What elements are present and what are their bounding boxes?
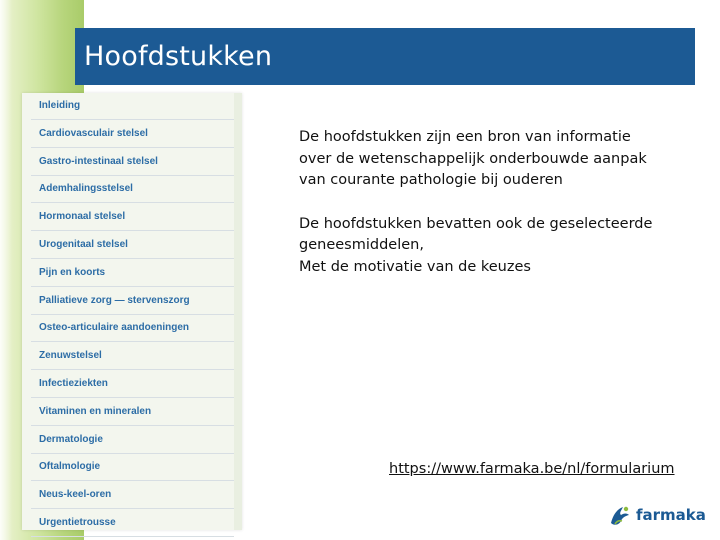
menu-item-cardiovasculair[interactable]: Cardiovasculair stelsel (31, 121, 234, 148)
formularium-link[interactable]: https://www.farmaka.be/nl/formularium (389, 461, 675, 477)
menu-item-palliatieve-zorg[interactable]: Palliatieve zorg — stervenszorg (31, 288, 234, 315)
menu-item-hormonaal[interactable]: Hormonaal stelsel (31, 204, 234, 231)
chapter-menu-list (31, 93, 234, 538)
chapter-menu-panel (22, 93, 242, 530)
title-bar (75, 28, 695, 85)
farmaka-logo-text: farmaka (636, 506, 706, 524)
menu-item-ademhaling[interactable]: Ademhalingsstelsel (31, 176, 234, 203)
menu-item-oftalmologie[interactable]: Oftalmologie (31, 454, 234, 481)
farmaka-logo (607, 502, 707, 528)
menu-item-urogenitaal[interactable]: Urogenitaal stelsel (31, 232, 234, 259)
paragraph-intro: De hoofdstukken zijn een bron van informatie over de wetenschappelijk onderbouwde aanpak van courante pathologie bij ouderen (299, 129, 647, 188)
menu-item-dermatologie[interactable]: Dermatologie (31, 427, 234, 454)
farmaka-logo-icon (607, 503, 633, 527)
menu-item-neus-keel-oren[interactable]: Neus-keel-oren (31, 482, 234, 509)
menu-item-osteo-articulair[interactable]: Osteo-articulaire aandoeningen (31, 315, 234, 342)
menu-item-infectieziekten[interactable]: Infectieziekten (31, 371, 234, 398)
slide-title: Hoofdstukken (84, 41, 273, 72)
menu-item-vitaminen[interactable]: Vitaminen en mineralen (31, 399, 234, 426)
menu-item-gastro-intestinaal[interactable]: Gastro-intestinaal stelsel (31, 149, 234, 176)
menu-item-zenuwstelsel[interactable]: Zenuwstelsel (31, 343, 234, 370)
paragraph-medicines: De hoofdstukken bevatten ook de geselecteerde geneesmiddelen, Met de motivatie van de keuzes (299, 215, 653, 275)
menu-item-inleiding[interactable]: Inleiding (31, 93, 234, 120)
slide-body (299, 127, 679, 300)
menu-item-pijn-koorts[interactable]: Pijn en koorts (31, 260, 234, 287)
menu-item-urgentietrousse[interactable]: Urgentietrousse (31, 510, 234, 537)
